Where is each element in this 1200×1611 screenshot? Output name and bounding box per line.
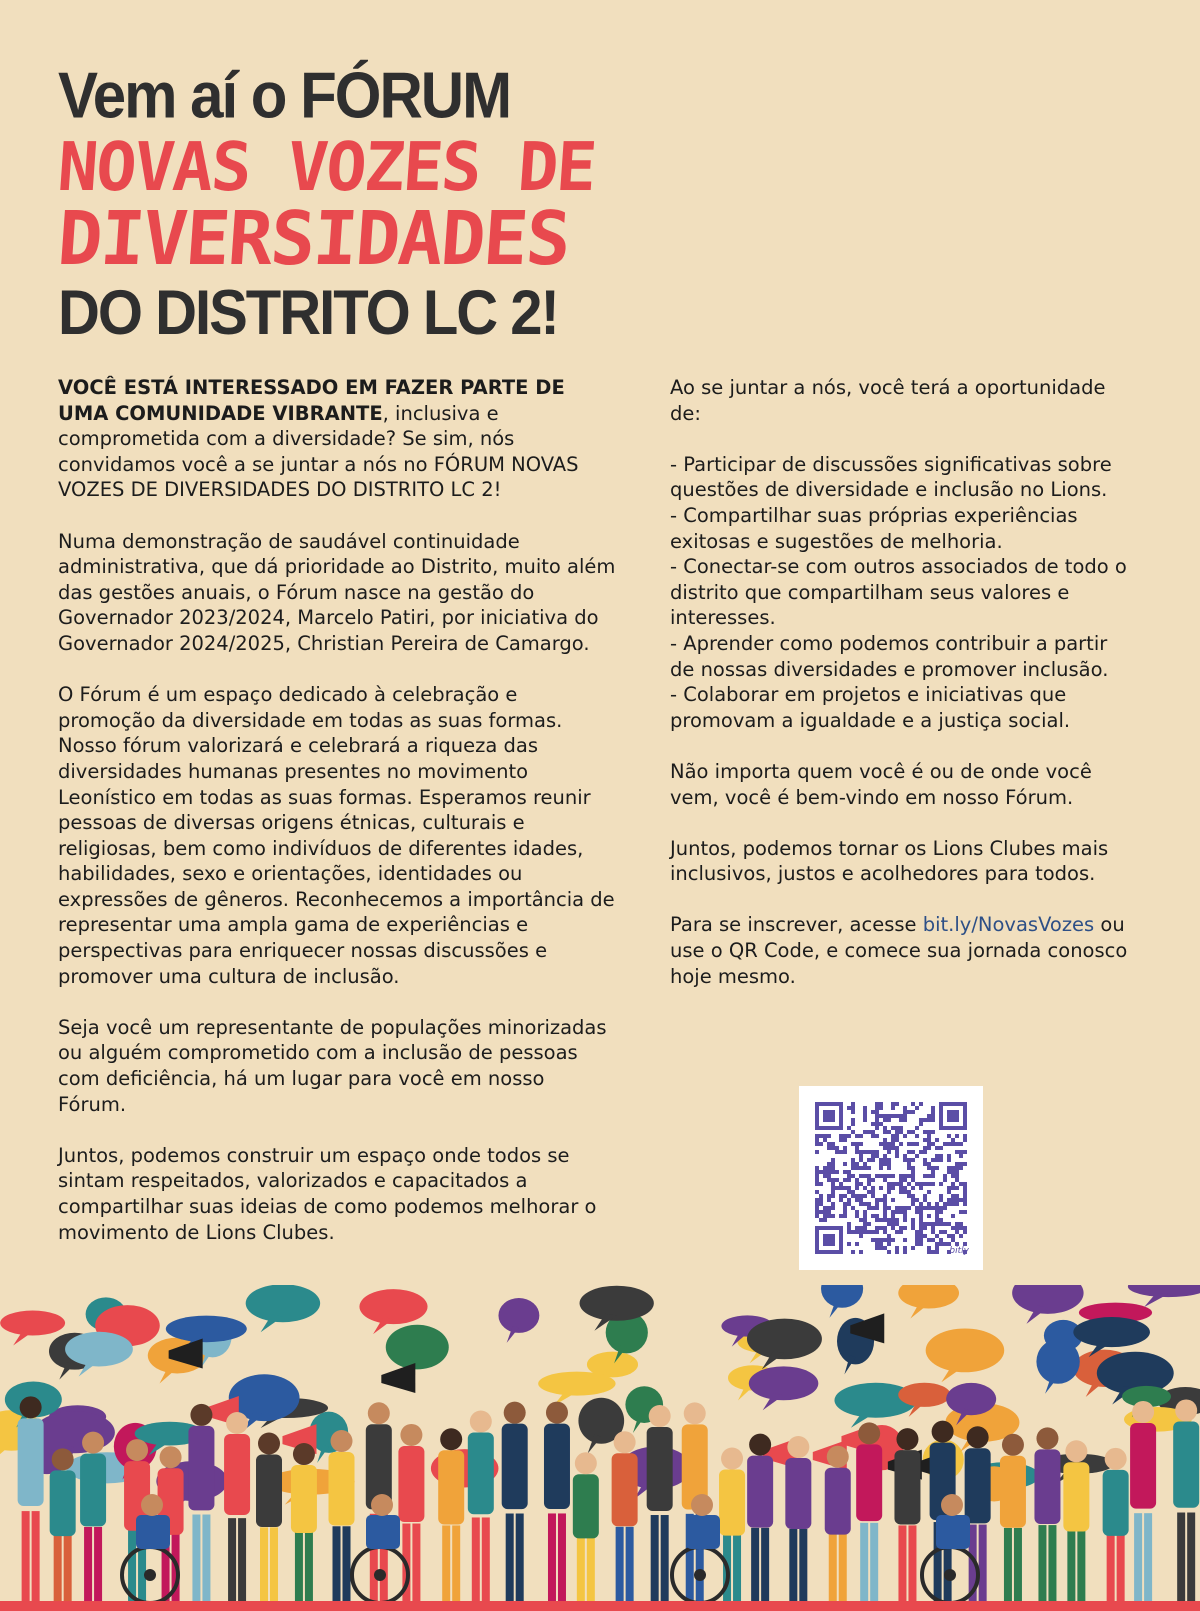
paragraph-signup (670, 912, 1130, 989)
qr-code-icon (815, 1102, 967, 1254)
right-column (670, 375, 1130, 1015)
headline-line-3: DIVERSIDADES (54, 196, 572, 282)
qr-code[interactable] (799, 1086, 983, 1270)
paragraph-welcome: Não importa quem você é ou de onde você vem, você é bem-vindo em nosso Fórum. (670, 759, 1092, 809)
intro-rest: , inclusiva e comprometida com a diversidade? Se sim, nós convidamos você a se juntar a nós no FÓRUM NOVAS VOZES DE DIVERSIDADES DO DISTRITO LC 2! (58, 401, 579, 502)
bullet-item: - Aprender como podemos contribuir a partir de nossas diversidades e promover inclusão. (670, 631, 1109, 681)
intro-paragraph (58, 375, 618, 503)
bullet-item: - Compartilhar suas próprias experiências exitosas e sugestões de melhoria. (670, 503, 1078, 553)
bullet-item: - Conectar-se com outros associados de todo o distrito que compartilham seus valores e interesses. (670, 555, 1127, 630)
paragraph-continuity: Numa demonstração de saudável continuidade administrativa, que dá prioridade ao Distrito, muito além das gestões anuais, o Fórum nasce na gestão do Governador 2023/2024, Marcelo Patiri, por iniciativa do Governador 2024/2025, Christian Pereira de Camargo. (58, 529, 616, 655)
left-column (58, 375, 618, 1271)
paragraph-opportunity: Ao se juntar a nós, você terá a oportunidade de: (670, 376, 1106, 425)
signup-link[interactable]: bit.ly/NovasVozes (922, 913, 1095, 937)
intro-caps: VOCÊ ESTÁ INTERESSADO EM FAZER PARTE DE UMA COMUNIDADE VIBRANTE (58, 376, 565, 425)
paragraph-forum: O Fórum é um espaço dedicado à celebração e promoção da diversidade em todas as suas formas. Nosso fórum valorizará e celebrará a riqueza das diversidades humanas presentes no movimento Leonístico em todas as suas formas. Esperamos reunir pessoas de diversas origens étnicas, culturais e religiosas, bem como indivíduos de diferentes idades, habilidades, sexo e orientações, identidades ou expressões de gêneros. Reconhecemos a importância de representar uma ampla gama de experiências e perspectivas para enriquecer nossas discussões e promover uma cultura de inclusão. (58, 683, 615, 988)
signup-suffix: ou use o QR Code, e comece sua jornada conosco hoje mesmo. (670, 913, 1128, 988)
headline-line-2: NOVAS VOZES DE (55, 128, 598, 206)
paragraph-lions: Juntos, podemos tornar os Lions Clubes mais inclusivos, justos e acolhedores para todos. (670, 836, 1109, 886)
signup-prefix: Para se inscrever, acesse (670, 913, 923, 937)
paragraph-inclusion: Seja você um representante de populações minorizadas ou alguém comprometido com a inclusão de pessoas com deficiência, há um lugar para você em nosso Fórum. (58, 1015, 607, 1116)
headline-line-4: DO DISTRITO LC 2! (58, 278, 558, 349)
paragraph-together: Juntos, podemos construir um espaço onde todos se sintam respeitados, valorizados e capacitados a compartilhar suas ideias de como podemos melhorar o movimento de Lions Clubes. (58, 1143, 597, 1244)
diverse-crowd-illustration (0, 1285, 1200, 1611)
bullet-list (670, 452, 1130, 734)
qr-label: bitly (949, 1246, 969, 1256)
bullet-item: - Participar de discussões significativas sobre questões de diversidade e inclusão no Lions. (670, 452, 1112, 502)
headline-line-1: Vem aí o FÓRUM (58, 59, 511, 132)
bullet-item: - Colaborar em projetos e iniciativas que promovam a igualdade e a justiça social. (670, 683, 1071, 732)
